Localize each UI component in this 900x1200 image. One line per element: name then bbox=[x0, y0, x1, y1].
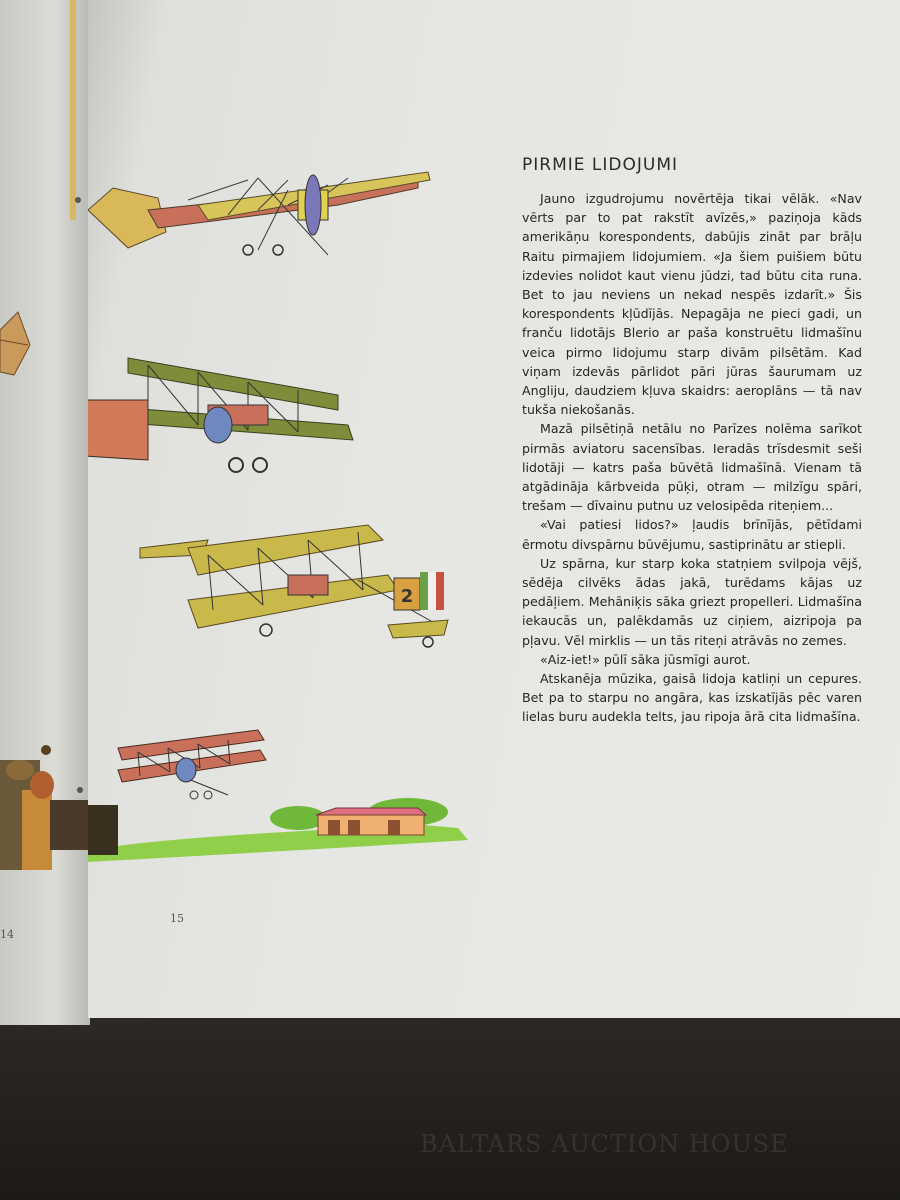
article-paragraph: «Aiz-iet!» pūlī sāka jūsmīgi aurot. bbox=[540, 651, 751, 667]
article-paragraph: Atskanēja mūzika, gaisā lidoja katliņi un cepures. Bet pa to starpu no angāra, kas izskatījās pēc varen lielas buru audekla telts, jau ripoja ārā cita lidmašīna. bbox=[522, 671, 862, 725]
small-biplane-illustration bbox=[118, 730, 266, 799]
box-kite-illustration bbox=[0, 312, 30, 375]
olive-biplane-illustration bbox=[88, 358, 353, 472]
airfield-hangar-illustration bbox=[88, 798, 468, 862]
monoplane-illustration bbox=[88, 172, 430, 255]
left-page bbox=[0, 0, 90, 1025]
left-page-number: 14 bbox=[0, 928, 14, 941]
article-paragraph: «Vai patiesi lidos?» ļaudis brīnījās, pētīdami ērmotu divspārnu būvējumu, sastiprinātu ar stiepli. bbox=[522, 517, 862, 552]
article-paragraph: Jauno izgudrojumu novērtēja tikai vēlāk. «Nav vērts par to pat rakstīt avīzēs,» paziņoja kāds amerikāņu korespondents, dabūjis zināt par brāļu Raitu pirmajiem lidojumiem. «Ja šiem puišiem būtu izdevies nolidot kaut vienu jūdzi, tad būtu cita runa. Bet to jau neviens un nekad nespēs izdarīt.» Šis korespondents kļūdījās. Nepagāja ne pieci gadi, un franču lidotājs Blerio ar paša konstruētu lidmašīnu veica pirmo lidojumu starp divām pilsētām. Kad viņam izdevās pārlidot pāri jūras šaurumam uz Angliju, daudziem kļuva skaidrs: aeroplāns — tā nav tukša niekošanās. bbox=[522, 191, 862, 418]
article-paragraph: Uz spārna, kur starp koka statņiem svilpoja vējš, sēdēja cilvēks ādas jakā, turēdams kājas uz pedāļiem. Mehāniķis sāka griezt propelleri. Lidmašīna iekaucās un, palēkdamās uz ciņiem, aizripoja pa pļavu. Vēl mirklis — un tās riteņi atrāvās no zemes. bbox=[522, 555, 862, 648]
yellow-biplane-illustration bbox=[140, 525, 448, 647]
article-paragraph: Mazā pilsētiņā netālu no Parīzes nolēma sarīkot pirmās aviatoru sacensības. Ieradās trīsdesmit seši lidotāji — katrs paša būvētā lidmašīnā. Vienam tā atgādināja kārbveida pūķi, otram — milzīgu spāri, trešam — dīvainu putnu uz velosipēda riteņiem... bbox=[522, 421, 862, 514]
table-surface bbox=[0, 1000, 900, 1200]
auction-watermark: BALTARS AUCTION HOUSE bbox=[420, 1130, 789, 1158]
crowd-illustration bbox=[0, 745, 90, 870]
right-page-number: 15 bbox=[170, 912, 184, 925]
plane-number-label: 2 bbox=[400, 586, 414, 607]
article bbox=[522, 155, 862, 727]
article-title: PIRMIE LIDOJUMI bbox=[522, 155, 678, 175]
left-page-illustrations bbox=[0, 0, 90, 1025]
